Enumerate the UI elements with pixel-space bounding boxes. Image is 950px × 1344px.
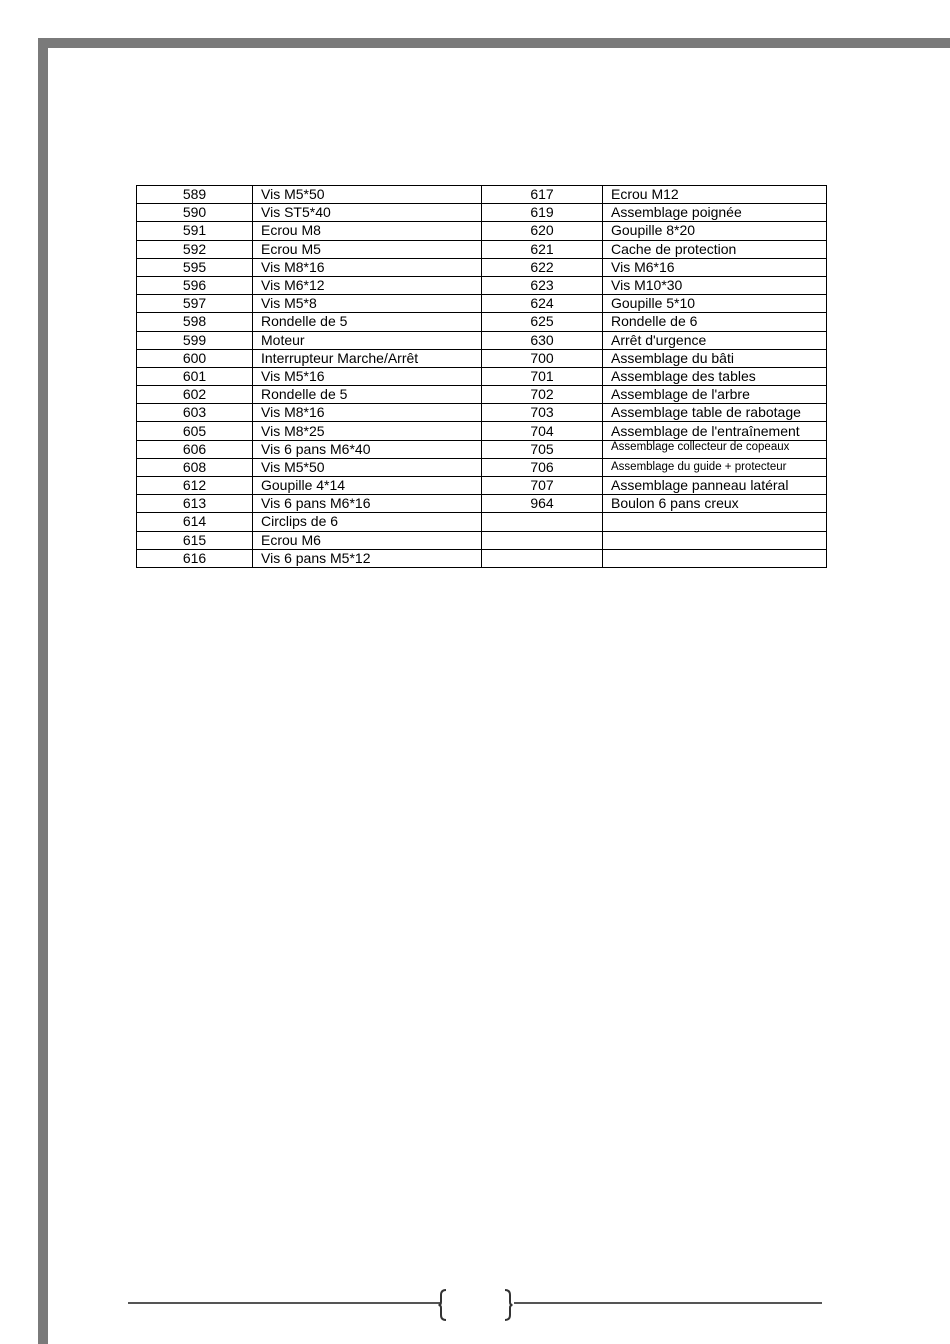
part-number-right: 700 — [482, 349, 603, 367]
left-brace-icon — [438, 1289, 448, 1321]
table-row — [137, 313, 827, 331]
part-number-right: 702 — [482, 386, 603, 404]
part-number-left: 616 — [137, 549, 253, 567]
part-description-left: Vis M5*8 — [253, 295, 482, 313]
part-description-right: Assemblage des tables — [603, 367, 827, 385]
part-description-right: Goupille 5*10 — [603, 295, 827, 313]
page-frame-top-border — [38, 38, 950, 48]
part-description-right: Assemblage du bâti — [603, 349, 827, 367]
part-number-left: 599 — [137, 331, 253, 349]
part-description-right: Cache de protection — [603, 240, 827, 258]
table-row — [137, 513, 827, 531]
table-row — [137, 295, 827, 313]
footer-rule-left — [128, 1302, 440, 1304]
table-row — [137, 477, 827, 495]
table-row — [137, 422, 827, 440]
part-number-left: 601 — [137, 367, 253, 385]
part-description-right: Boulon 6 pans creux — [603, 495, 827, 513]
page-frame-left-border — [38, 38, 48, 1344]
part-number-left: 613 — [137, 495, 253, 513]
table-row — [137, 440, 827, 458]
part-number-right: 623 — [482, 276, 603, 294]
table-row — [137, 204, 827, 222]
part-description-left: Vis 6 pans M6*16 — [253, 495, 482, 513]
part-number-left: 605 — [137, 422, 253, 440]
part-number-left: 592 — [137, 240, 253, 258]
part-number-right: 630 — [482, 331, 603, 349]
part-number-right: 705 — [482, 440, 603, 458]
table-row — [137, 386, 827, 404]
part-description-right: Goupille 8*20 — [603, 222, 827, 240]
part-number-right: 701 — [482, 367, 603, 385]
table-row — [137, 367, 827, 385]
part-number-right: 703 — [482, 404, 603, 422]
part-description-left: Interrupteur Marche/Arrêt — [253, 349, 482, 367]
part-number-left: 603 — [137, 404, 253, 422]
table-row — [137, 531, 827, 549]
part-number-left: 597 — [137, 295, 253, 313]
part-number-right: 964 — [482, 495, 603, 513]
part-description-right: Assemblage panneau latéral — [603, 477, 827, 495]
part-description-left: Vis ST5*40 — [253, 204, 482, 222]
part-number-left: 591 — [137, 222, 253, 240]
part-number-right: 622 — [482, 258, 603, 276]
part-number-left: 589 — [137, 186, 253, 204]
table-row — [137, 458, 827, 476]
part-description-left: Vis M8*25 — [253, 422, 482, 440]
part-number-right: 619 — [482, 204, 603, 222]
part-number-right: 620 — [482, 222, 603, 240]
table-row — [137, 258, 827, 276]
part-description-left: Vis M5*50 — [253, 186, 482, 204]
part-number-left: 615 — [137, 531, 253, 549]
table-row — [137, 222, 827, 240]
part-description-right: Rondelle de 6 — [603, 313, 827, 331]
part-description-left: Rondelle de 5 — [253, 386, 482, 404]
part-number-left: 608 — [137, 458, 253, 476]
part-number-left: 614 — [137, 513, 253, 531]
part-number-left: 595 — [137, 258, 253, 276]
part-description-left: Circlips de 6 — [253, 513, 482, 531]
part-number-right — [482, 531, 603, 549]
part-description-left: Ecrou M6 — [253, 531, 482, 549]
table-row — [137, 240, 827, 258]
part-number-right: 625 — [482, 313, 603, 331]
right-brace-icon — [503, 1289, 513, 1321]
part-description-left: Rondelle de 5 — [253, 313, 482, 331]
part-number-left: 612 — [137, 477, 253, 495]
parts-list-table — [136, 185, 827, 568]
table-row — [137, 495, 827, 513]
part-description-right: Assemblage de l'entraînement — [603, 422, 827, 440]
part-number-right: 706 — [482, 458, 603, 476]
part-description-left: Vis M6*12 — [253, 276, 482, 294]
part-description-right: Arrêt d'urgence — [603, 331, 827, 349]
parts-list-body — [137, 186, 827, 568]
part-number-left: 606 — [137, 440, 253, 458]
part-number-right: 707 — [482, 477, 603, 495]
part-number-right — [482, 549, 603, 567]
part-description-right: Assemblage collecteur de copeaux — [603, 440, 827, 458]
part-description-left: Moteur — [253, 331, 482, 349]
part-description-right: Ecrou M12 — [603, 186, 827, 204]
part-number-right: 617 — [482, 186, 603, 204]
part-description-left: Vis M8*16 — [253, 258, 482, 276]
part-description-left: Vis M5*16 — [253, 367, 482, 385]
part-description-left: Vis 6 pans M5*12 — [253, 549, 482, 567]
part-description-right: Assemblage table de rabotage — [603, 404, 827, 422]
part-description-left: Vis M8*16 — [253, 404, 482, 422]
part-number-right: 704 — [482, 422, 603, 440]
part-number-right: 621 — [482, 240, 603, 258]
part-description-left: Ecrou M5 — [253, 240, 482, 258]
table-row — [137, 404, 827, 422]
part-number-left: 600 — [137, 349, 253, 367]
part-number-left: 598 — [137, 313, 253, 331]
part-description-right — [603, 549, 827, 567]
part-number-right: 624 — [482, 295, 603, 313]
part-number-left: 590 — [137, 204, 253, 222]
part-description-right — [603, 513, 827, 531]
table-row — [137, 349, 827, 367]
table-row — [137, 331, 827, 349]
footer-rule-right — [514, 1302, 822, 1304]
part-number-left: 602 — [137, 386, 253, 404]
part-description-left: Vis M5*50 — [253, 458, 482, 476]
part-description-right: Assemblage du guide + protecteur — [603, 458, 827, 476]
table-row — [137, 276, 827, 294]
part-description-right: Vis M6*16 — [603, 258, 827, 276]
table-row — [137, 549, 827, 567]
part-description-right: Vis M10*30 — [603, 276, 827, 294]
part-description-right — [603, 531, 827, 549]
part-description-left: Goupille 4*14 — [253, 477, 482, 495]
part-description-right: Assemblage de l'arbre — [603, 386, 827, 404]
part-description-left: Vis 6 pans M6*40 — [253, 440, 482, 458]
part-description-right: Assemblage poignée — [603, 204, 827, 222]
table-row — [137, 186, 827, 204]
part-number-left: 596 — [137, 276, 253, 294]
part-number-right — [482, 513, 603, 531]
part-description-left: Ecrou M8 — [253, 222, 482, 240]
